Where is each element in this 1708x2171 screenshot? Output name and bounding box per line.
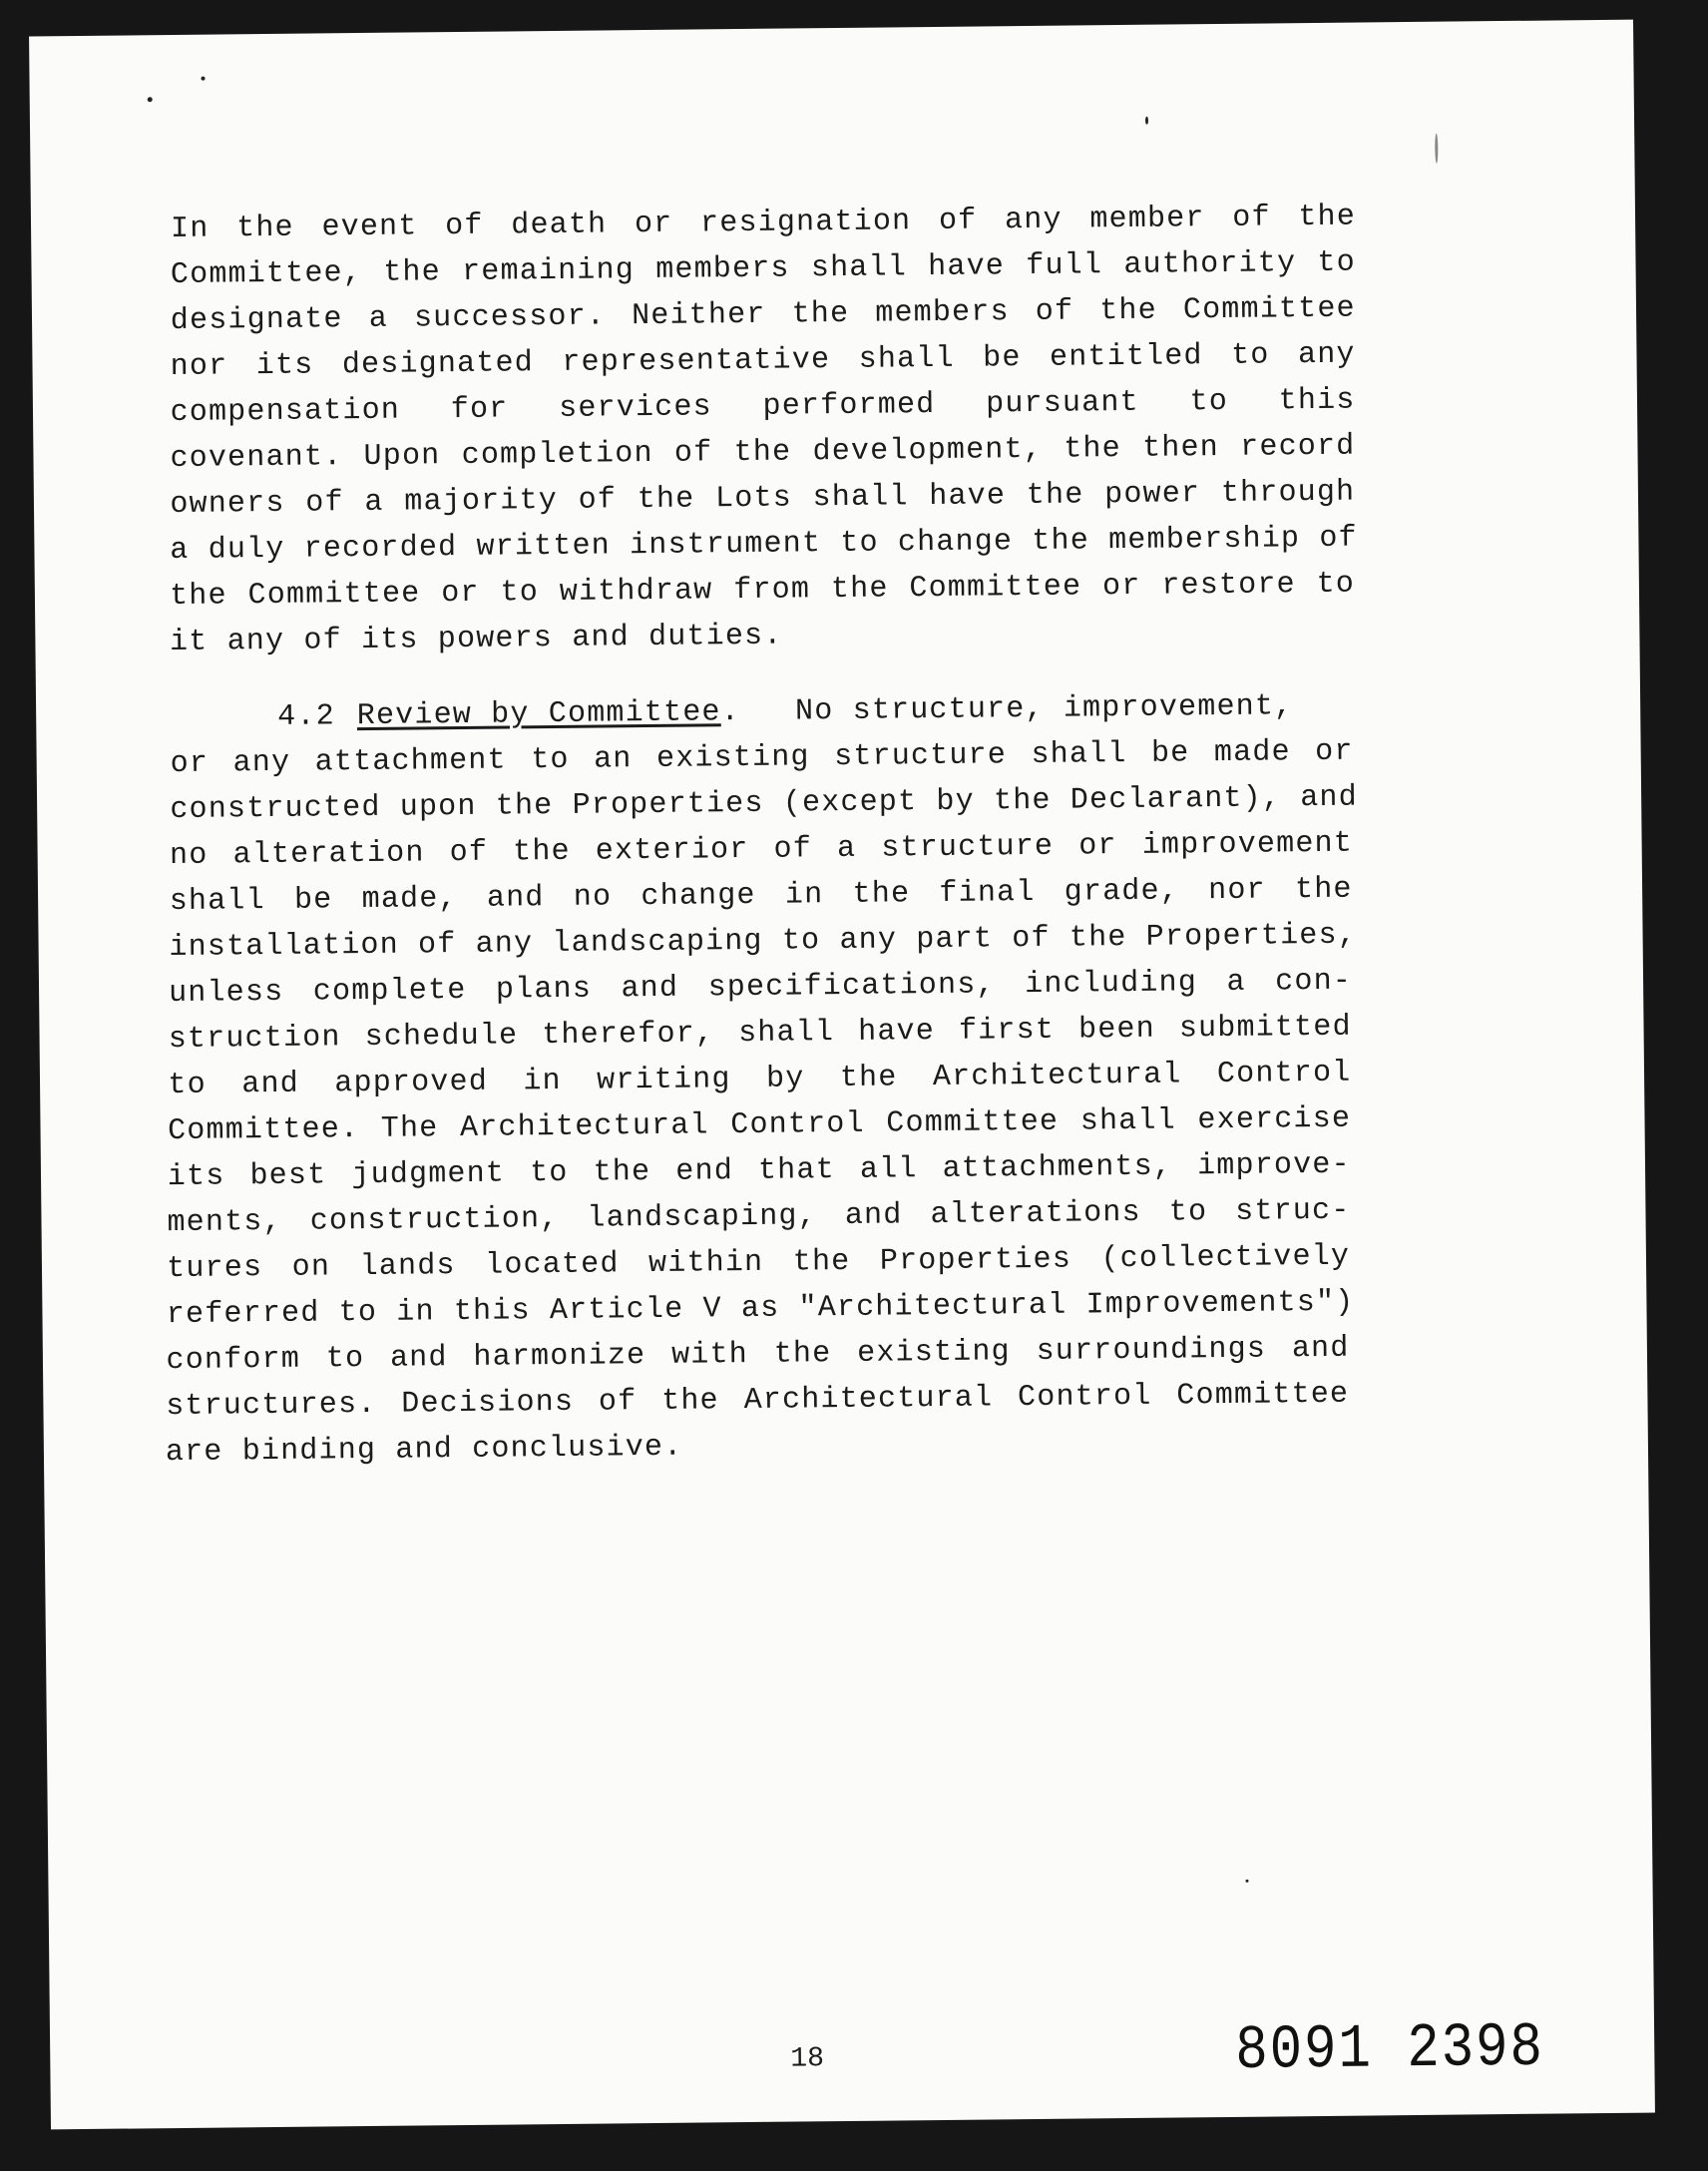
scan-speck	[1245, 1880, 1248, 1883]
text-line: it any of its powers and duties.	[169, 619, 783, 660]
text-line: covenant. Upon completion of the development, the then record	[170, 429, 1356, 477]
section-heading: Review by Committee	[356, 695, 721, 734]
text-line: nor its designated representative shall be entitled to any	[170, 337, 1356, 385]
text-line: installation of any landscaping to any part of the Properties,	[169, 918, 1358, 966]
text-line: or any attachment to an existing structure shall be made or	[170, 734, 1354, 782]
text-line: structures. Decisions of the Architectural Control Committee	[166, 1377, 1350, 1425]
document-page	[29, 20, 1655, 2130]
text-line: In the event of death or resignation of any member of the	[170, 200, 1357, 246]
text-line: its best judgment to the end that all attachments, improve-	[167, 1147, 1351, 1195]
text-line: to and approved in writing by the Architectural Control	[168, 1056, 1352, 1103]
text-line: unless complete plans and specifications, including a con-	[168, 964, 1353, 1012]
text-line: no alteration of the exterior of a structure or improvement	[169, 826, 1354, 874]
text-line: designate a successor. Neither the members of the Committee	[170, 291, 1356, 339]
scan-speck	[148, 97, 153, 102]
section-number: 4.2	[277, 699, 336, 734]
scan-speck	[1435, 134, 1438, 164]
text-line: are binding and conclusive.	[165, 1430, 683, 1471]
text-line: constructed upon the Properties (except by the Declarant), and	[170, 780, 1359, 828]
scan-speck	[1145, 117, 1148, 125]
text-line: ments, construction, landscaping, and alterations to struc-	[167, 1193, 1351, 1241]
text-line: the Committee or to withdraw from the Committee or restore to	[169, 567, 1356, 615]
text-line: conform to and harmonize with the existing surroundings and	[166, 1331, 1350, 1379]
section-heading-line	[277, 688, 1455, 734]
text-line: shall be made, and no change in the final grade, nor the	[169, 872, 1353, 920]
text-line: Committee. The Architectural Control Committee shall exercise	[167, 1101, 1352, 1149]
text-line: struction schedule therefor, shall have first been submitted	[168, 1010, 1352, 1058]
section-heading-period: .	[720, 695, 741, 730]
section-first-line-text: No structure, improvement,	[794, 689, 1294, 729]
paragraph-committee-succession	[29, 20, 1633, 660]
text-line: owners of a majority of the Lots shall have the power through	[170, 475, 1356, 523]
text-line: a duly recorded written instrument to change the membership of	[170, 521, 1358, 569]
record-book-page-number: 8091 2398	[1234, 2013, 1545, 2087]
page-number: 18	[790, 2043, 825, 2075]
text-line: Committee, the remaining members shall have full authority to	[170, 245, 1357, 293]
scan-speck	[201, 77, 205, 81]
text-line: compensation for services performed pursuant to this	[170, 383, 1356, 431]
text-line: tures on lands located within the Properties (collectively	[167, 1239, 1351, 1287]
text-line: referred to in this Article V as "Architectural Improvements")	[166, 1285, 1355, 1333]
